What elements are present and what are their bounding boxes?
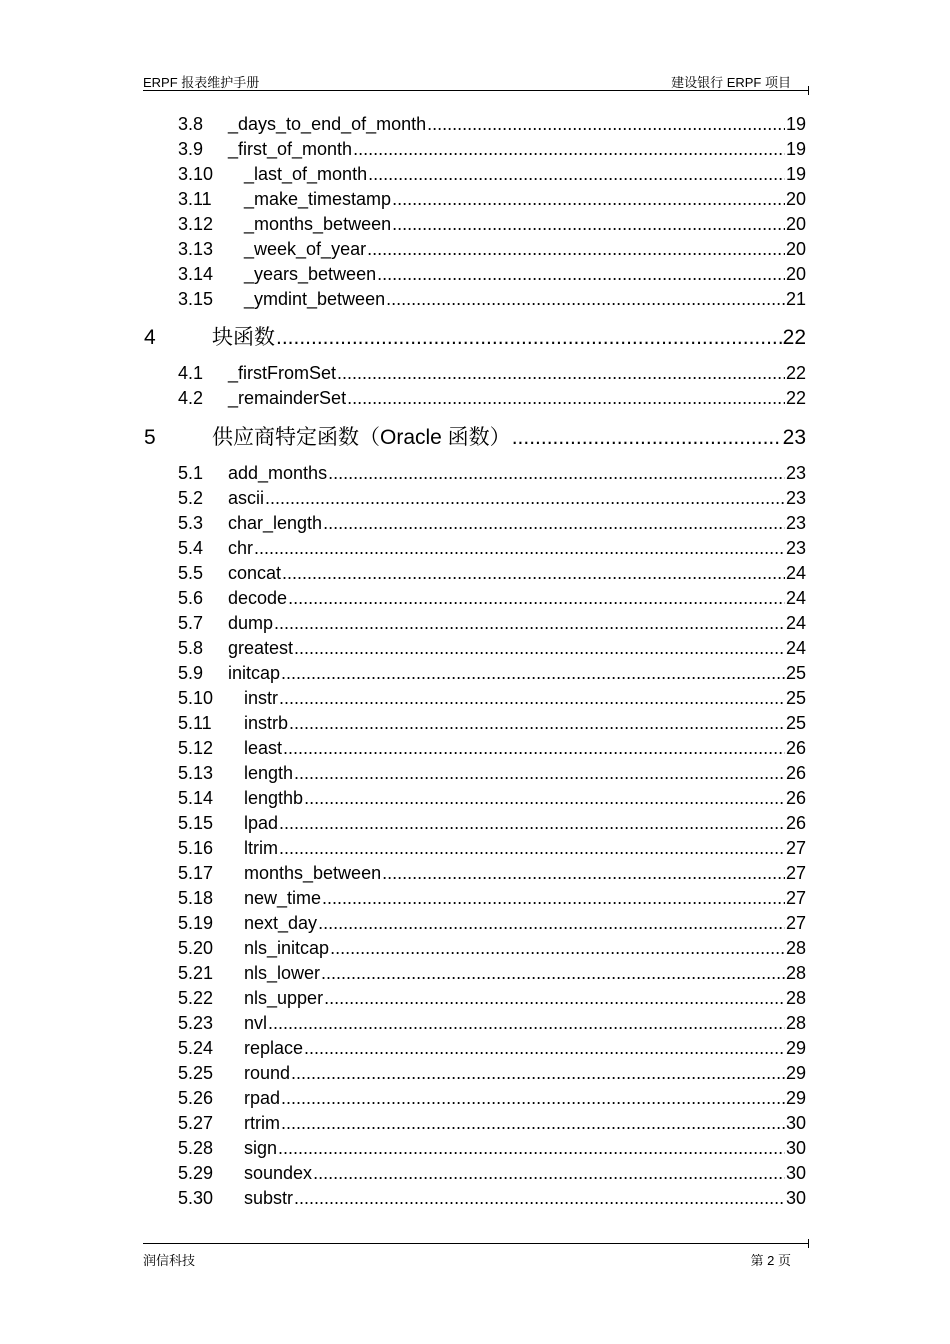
toc-page: 27 — [785, 888, 806, 908]
toc-leader — [294, 1188, 785, 1209]
toc-number: 5.13 — [178, 763, 214, 783]
toc-number: 5.30 — [178, 1188, 214, 1208]
toc-number: 3.15 — [178, 289, 214, 309]
toc-page: 22 — [785, 388, 806, 408]
toc-leader — [294, 638, 785, 659]
toc-title: nls_initcap — [244, 938, 330, 958]
toc-entry[interactable] — [178, 763, 806, 787]
footer-page-number: 第 2 页 — [750, 1253, 791, 1268]
toc-leader — [392, 214, 785, 235]
toc-entry[interactable] — [178, 663, 806, 687]
toc-entry[interactable] — [178, 139, 806, 163]
toc-title: replace — [244, 1038, 304, 1058]
toc-chapter-title: 供应商特定函数（Oracle 函数） — [212, 426, 511, 449]
toc-number: 5.9 — [178, 663, 204, 683]
toc-number: 3.11 — [178, 189, 212, 209]
toc-title: lpad — [244, 813, 279, 833]
toc-page: 26 — [785, 813, 806, 833]
toc-number: 5.21 — [178, 963, 214, 983]
toc-leader — [313, 1163, 785, 1184]
toc-entry[interactable] — [178, 588, 806, 612]
toc-title: nvl — [244, 1013, 268, 1033]
toc-title: decode — [228, 588, 288, 608]
toc-entry[interactable] — [178, 189, 806, 213]
toc-leader — [321, 963, 785, 984]
toc-entry[interactable] — [178, 1138, 806, 1162]
toc-entry[interactable] — [178, 114, 806, 138]
toc-entry[interactable] — [178, 1063, 806, 1087]
toc-title: length — [244, 763, 294, 783]
toc-page: 23 — [782, 426, 806, 449]
toc-entry[interactable] — [178, 1038, 806, 1062]
toc-page: 29 — [785, 1038, 806, 1058]
toc-page: 27 — [785, 863, 806, 883]
toc-entry[interactable] — [178, 1188, 806, 1212]
toc-page: 30 — [785, 1113, 806, 1133]
toc-number: 5.29 — [178, 1163, 214, 1183]
toc-title: nls_upper — [244, 988, 324, 1008]
toc-page: 29 — [785, 1063, 806, 1083]
toc-number: 3.9 — [178, 139, 204, 159]
toc-leader — [512, 426, 782, 450]
page-footer — [143, 1243, 809, 1268]
toc-leader — [282, 563, 785, 584]
toc-number: 5.18 — [178, 888, 214, 908]
toc-leader — [279, 838, 785, 859]
toc-leader — [353, 139, 785, 160]
toc-title: instrb — [244, 713, 289, 733]
toc-entry[interactable] — [178, 638, 806, 662]
toc-number: 5.25 — [178, 1063, 214, 1083]
toc-entry[interactable] — [178, 913, 806, 937]
toc-leader — [288, 588, 785, 609]
toc-page: 24 — [785, 613, 806, 633]
toc-number: 5.15 — [178, 813, 214, 833]
toc-number: 5.8 — [178, 638, 204, 658]
toc-entry[interactable] — [178, 688, 806, 712]
toc-leader — [347, 388, 785, 409]
toc-title: initcap — [228, 663, 281, 683]
toc-title: _firstFromSet — [228, 363, 337, 383]
toc-page: 26 — [785, 788, 806, 808]
toc-leader — [304, 788, 785, 809]
toc-page: 20 — [785, 239, 806, 259]
toc-number: 5.6 — [178, 588, 204, 608]
toc-entry[interactable] — [178, 863, 806, 887]
toc-page: 24 — [785, 638, 806, 658]
toc-number: 5.1 — [178, 463, 204, 483]
toc-number: 3.13 — [178, 239, 214, 259]
toc-page: 20 — [785, 189, 806, 209]
toc-number: 3.12 — [178, 214, 214, 234]
toc-number: 5.3 — [178, 513, 204, 533]
toc-page: 26 — [785, 763, 806, 783]
toc-leader — [328, 463, 785, 484]
toc-page: 25 — [785, 713, 806, 733]
toc-entry[interactable] — [178, 264, 806, 288]
toc-title: next_day — [244, 913, 318, 933]
toc-chapter-entry[interactable] — [144, 321, 806, 349]
toc-leader — [367, 239, 785, 260]
toc-leader — [294, 763, 785, 784]
toc-page: 23 — [785, 538, 806, 558]
toc-leader — [281, 1113, 785, 1134]
toc-number: 5.12 — [178, 738, 214, 758]
toc-entry[interactable] — [178, 488, 806, 512]
toc-page: 24 — [785, 588, 806, 608]
toc-title: months_between — [244, 863, 382, 883]
toc-leader — [281, 663, 785, 684]
toc-title: ltrim — [244, 838, 278, 858]
toc-page: 26 — [785, 738, 806, 758]
toc-number: 5.17 — [178, 863, 214, 883]
toc-chapter-number: 5 — [144, 426, 156, 449]
toc-entry[interactable] — [178, 1013, 806, 1037]
toc-entry[interactable] — [178, 563, 806, 587]
toc-page: 28 — [785, 938, 806, 958]
toc-title: _months_between — [244, 214, 392, 234]
toc-page: 24 — [785, 563, 806, 583]
toc-entry[interactable] — [178, 613, 806, 637]
toc-leader — [330, 938, 785, 959]
toc-number: 3.8 — [178, 114, 204, 134]
toc-number: 5.20 — [178, 938, 214, 958]
toc-number: 5.27 — [178, 1113, 214, 1133]
toc-entry[interactable] — [178, 513, 806, 537]
toc-page: 29 — [785, 1088, 806, 1108]
toc-entry[interactable] — [178, 813, 806, 837]
toc-number: 5.19 — [178, 913, 214, 933]
toc-leader — [368, 164, 785, 185]
toc-title: ascii — [228, 488, 265, 508]
toc-title: lengthb — [244, 788, 304, 808]
toc-entry[interactable] — [178, 1163, 806, 1187]
toc-number: 5.10 — [178, 688, 214, 708]
toc-number: 5.26 — [178, 1088, 214, 1108]
toc-title: nls_lower — [244, 963, 321, 983]
toc-leader — [323, 513, 785, 534]
toc-number: 5.7 — [178, 613, 204, 633]
toc-chapter-entry[interactable] — [144, 421, 806, 449]
toc-entry[interactable] — [178, 463, 806, 487]
toc-entry[interactable] — [178, 239, 806, 263]
toc-number: 5.16 — [178, 838, 214, 858]
toc-leader — [279, 813, 785, 834]
toc-entry[interactable] — [178, 788, 806, 812]
toc-number: 3.14 — [178, 264, 214, 284]
toc-leader — [291, 1063, 785, 1084]
toc-title: _last_of_month — [244, 164, 368, 184]
toc-page: 30 — [785, 1138, 806, 1158]
toc-number: 5.24 — [178, 1038, 214, 1058]
toc-leader — [254, 538, 785, 559]
toc-number: 5.23 — [178, 1013, 214, 1033]
toc-leader — [265, 488, 785, 509]
toc-number: 5.5 — [178, 563, 204, 583]
page-header — [143, 70, 809, 91]
toc-title: greatest — [228, 638, 294, 658]
toc-leader — [318, 913, 785, 934]
footer-rule-tick — [808, 1239, 809, 1248]
toc-entry[interactable] — [178, 538, 806, 562]
toc-title: _remainderSet — [228, 388, 347, 408]
toc-leader — [304, 1038, 785, 1059]
toc-page: 27 — [785, 838, 806, 858]
toc-leader — [386, 289, 785, 310]
toc-page: 19 — [785, 164, 806, 184]
toc-entry[interactable] — [178, 1088, 806, 1112]
toc-chapter-number: 4 — [144, 326, 156, 349]
toc-page: 27 — [785, 913, 806, 933]
toc-leader — [268, 1013, 785, 1034]
toc-leader — [324, 988, 785, 1009]
toc-title: concat — [228, 563, 282, 583]
toc-page: 28 — [785, 1013, 806, 1033]
toc-entry[interactable] — [178, 289, 806, 313]
toc-leader — [382, 863, 785, 884]
toc-title: new_time — [244, 888, 322, 908]
toc-title: chr — [228, 538, 254, 558]
toc-page: 30 — [785, 1188, 806, 1208]
toc-page: 23 — [785, 513, 806, 533]
header-project-name: 建设银行 ERPF 项目 — [671, 75, 791, 90]
toc-leader — [283, 738, 785, 759]
toc-entry[interactable] — [178, 164, 806, 188]
toc-number: 4.2 — [178, 388, 204, 408]
toc-leader — [281, 1088, 785, 1109]
toc-leader — [289, 713, 785, 734]
toc-leader — [279, 688, 785, 709]
toc-number: 4.1 — [178, 363, 204, 383]
toc-title: _make_timestamp — [244, 189, 392, 209]
toc-number: 5.11 — [178, 713, 212, 733]
toc-leader — [427, 114, 785, 135]
toc-title: sign — [244, 1138, 278, 1158]
toc-page: 21 — [785, 289, 806, 309]
toc-page: 23 — [785, 488, 806, 508]
toc-leader — [377, 264, 785, 285]
toc-page: 20 — [785, 264, 806, 284]
toc-title: _days_to_end_of_month — [228, 114, 427, 134]
toc-leader — [276, 326, 782, 350]
toc-entry[interactable] — [178, 888, 806, 912]
toc-entry[interactable] — [178, 1113, 806, 1137]
toc-entry[interactable] — [178, 938, 806, 962]
toc-title: _first_of_month — [228, 139, 353, 159]
toc-chapter-title: 块函数 — [212, 326, 275, 349]
toc-leader — [392, 189, 785, 210]
toc-entry[interactable] — [178, 713, 806, 737]
toc-title: _years_between — [244, 264, 377, 284]
toc-number: 5.14 — [178, 788, 214, 808]
toc-entry[interactable] — [178, 214, 806, 238]
toc-leader — [274, 613, 785, 634]
header-document-title: ERPF 报表维护手册 — [143, 75, 260, 90]
toc-page: 25 — [785, 663, 806, 683]
toc-page: 19 — [785, 114, 806, 134]
toc-entry[interactable] — [178, 738, 806, 762]
toc-page: 19 — [785, 139, 806, 159]
toc-entry[interactable] — [178, 838, 806, 862]
toc-title: rpad — [244, 1088, 281, 1108]
toc-leader — [322, 888, 785, 909]
toc-title: round — [244, 1063, 291, 1083]
toc-title: rtrim — [244, 1113, 280, 1133]
toc-title: char_length — [228, 513, 323, 533]
toc-page: 28 — [785, 988, 806, 1008]
toc-page: 28 — [785, 963, 806, 983]
toc-number: 5.28 — [178, 1138, 214, 1158]
toc-page: 22 — [782, 326, 806, 349]
toc-title: dump — [228, 613, 274, 633]
footer-company-name: 润信科技 — [143, 1253, 196, 1268]
toc-number: 3.10 — [178, 164, 214, 184]
toc-leader — [278, 1138, 785, 1159]
toc-title: soundex — [244, 1163, 313, 1183]
header-rule-tick — [808, 86, 809, 95]
toc-title: substr — [244, 1188, 294, 1208]
toc-title: _week_of_year — [244, 239, 367, 259]
toc-title: least — [244, 738, 283, 758]
toc-entry[interactable] — [178, 963, 806, 987]
toc-number: 5.2 — [178, 488, 204, 508]
toc-entry[interactable] — [178, 988, 806, 1012]
toc-leader — [337, 363, 785, 384]
toc-entry[interactable] — [178, 388, 806, 412]
toc-number: 5.22 — [178, 988, 214, 1008]
toc-title: add_months — [228, 463, 328, 483]
toc-title: _ymdint_between — [244, 289, 386, 309]
toc-entry[interactable] — [178, 363, 806, 387]
toc-number: 5.4 — [178, 538, 204, 558]
toc-page: 20 — [785, 214, 806, 234]
toc-title: instr — [244, 688, 279, 708]
toc-page: 23 — [785, 463, 806, 483]
toc-page: 30 — [785, 1163, 806, 1183]
toc-page: 22 — [785, 363, 806, 383]
toc-page: 25 — [785, 688, 806, 708]
